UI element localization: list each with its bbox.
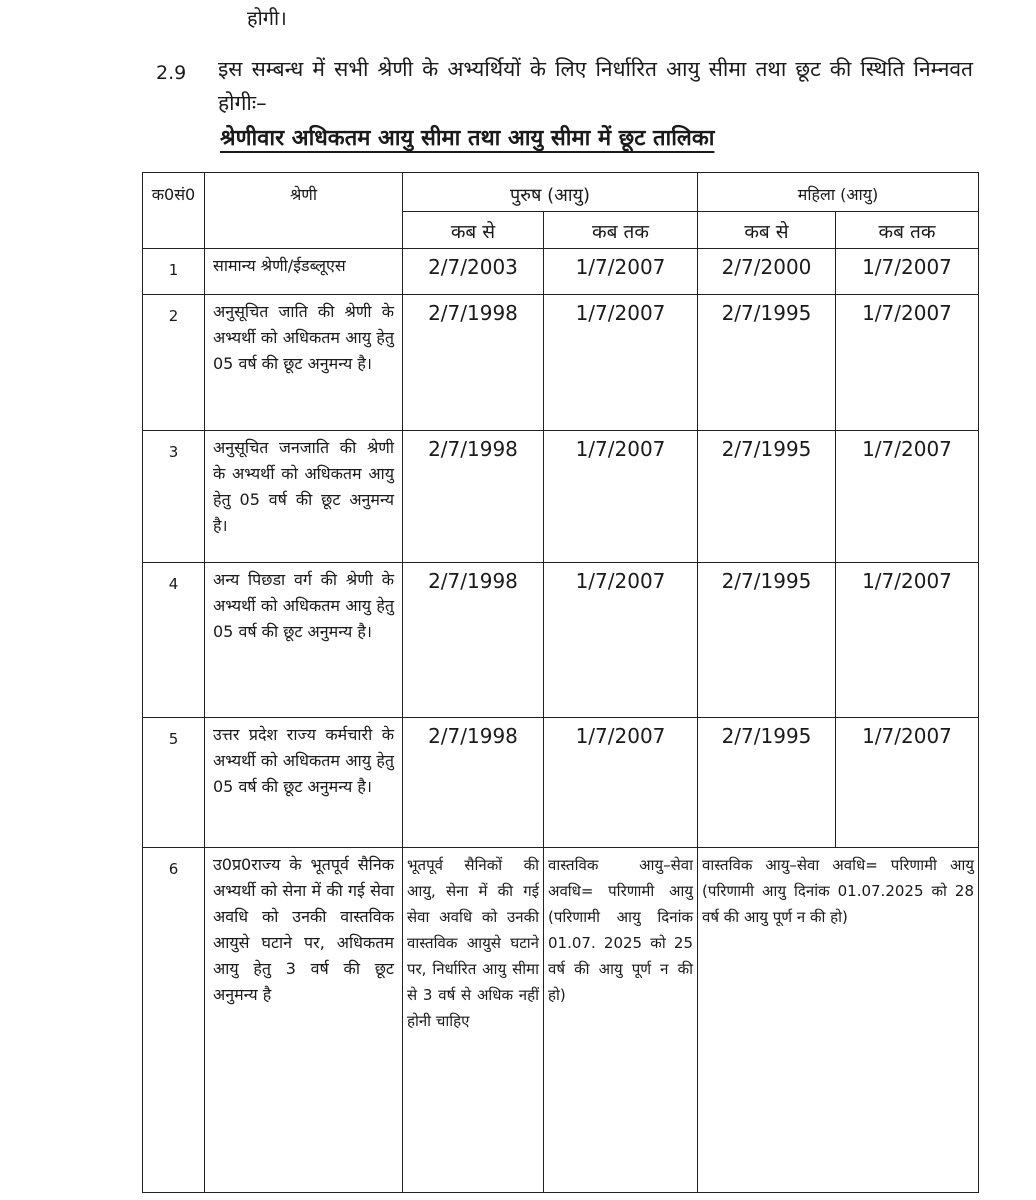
row-category: सामान्य श्रेणी/ईडब्लूएस — [205, 249, 403, 295]
row-male-to: 1/7/2007 — [544, 563, 698, 718]
header-category: श्रेणी — [205, 173, 403, 249]
header-row — [143, 173, 979, 212]
row-male-note-1: भूतपूर्व सैनिकों की आयु, सेना में की गई सेवा अवधि को उनकी वास्तविक आयुसे घटाने पर, निर्धारित आयु सीमा से 3 वर्ष से अधिक नहीं होनी चाहिए — [403, 848, 544, 1193]
table-row — [143, 295, 979, 431]
header-female-from: कब से — [698, 212, 836, 249]
row-female-from: 2/7/1995 — [698, 718, 836, 848]
row-male-to: 1/7/2007 — [544, 718, 698, 848]
header-male-to: कब तक — [544, 212, 698, 249]
row-serial: 2 — [143, 295, 205, 431]
row-category: अन्य पिछडा वर्ग की श्रेणी के अभ्यर्थी को अधिकतम आयु हेतु 05 वर्ष की छूट अनुमन्य है। — [205, 563, 403, 718]
table-row — [143, 563, 979, 718]
row-serial: 5 — [143, 718, 205, 848]
row-category: उ0प्र0राज्य के भूतपूर्व सैनिक अभ्यर्थी को सेना में की गई सेवा अवधि को उनकी वास्तविक आयुसे घटाने पर, अधिकतम आयु हेतु 3 वर्ष की छूट अनुमन्य है — [205, 848, 403, 1193]
age-limit-table — [142, 172, 979, 1193]
row-female-to: 1/7/2007 — [836, 431, 979, 563]
row-male-from: 2/7/1998 — [403, 718, 544, 848]
row-female-to: 1/7/2007 — [836, 563, 979, 718]
row-male-from: 2/7/1998 — [403, 563, 544, 718]
row-male-from: 2/7/1998 — [403, 431, 544, 563]
row-male-from: 2/7/1998 — [403, 295, 544, 431]
row-female-note: वास्तविक आयु–सेवा अवधि= परिणामी आयु (परिणामी आयु दिनांक 01.07.2025 को 28 वर्ष की आयु पूर्ण न की हो) — [698, 848, 979, 1193]
row-female-from: 2/7/1995 — [698, 431, 836, 563]
row-male-note-2: वास्तविक आयु–सेवा अवधि= परिणामी आयु (परिणामी आयु दिनांक 01.07. 2025 को 25 वर्ष की आयु पूर्ण न की हो) — [544, 848, 698, 1193]
row-serial: 6 — [143, 848, 205, 1193]
row-category: अनुसूचित जनजाति की श्रेणी के अभ्यर्थी को अधिकतम आयु हेतु 05 वर्ष की छूट अनुमन्य है। — [205, 431, 403, 563]
table-row — [143, 848, 979, 1193]
row-female-from: 2/7/2000 — [698, 249, 836, 295]
header-male-from: कब से — [403, 212, 544, 249]
row-male-to: 1/7/2007 — [544, 249, 698, 295]
clause-number: 2.9 — [156, 62, 187, 84]
clause-text: इस सम्बन्ध में सभी श्रेणी के अभ्यर्थियों के लिए निर्धारित आयु सीमा तथा छूट की स्थिति निम्नवत होगीः– — [218, 57, 973, 115]
header-male: पुरुष (आयु) — [403, 173, 698, 212]
row-male-from: 2/7/2003 — [403, 249, 544, 295]
row-female-to: 1/7/2007 — [836, 249, 979, 295]
row-male-to: 1/7/2007 — [544, 295, 698, 431]
row-serial: 3 — [143, 431, 205, 563]
row-male-to: 1/7/2007 — [544, 431, 698, 563]
table-title: श्रेणीवार अधिकतम आयु सीमा तथा आयु सीमा में छूट तालिका — [220, 126, 715, 151]
row-serial: 4 — [143, 563, 205, 718]
table-row — [143, 249, 979, 295]
header-female-to: कब तक — [836, 212, 979, 249]
row-serial: 1 — [143, 249, 205, 295]
row-female-from: 2/7/1995 — [698, 295, 836, 431]
row-category: उत्तर प्रदेश राज्य कर्मचारी के अभ्यर्थी को अधिकतम आयु हेतु 05 वर्ष की छूट अनुमन्य है। — [205, 718, 403, 848]
header-serial: क0सं0 — [143, 173, 205, 249]
row-female-to: 1/7/2007 — [836, 295, 979, 431]
table-row — [143, 718, 979, 848]
continuation-text: होगी। — [247, 6, 287, 30]
row-category: अनुसूचित जाति की श्रेणी के अभ्यर्थी को अधिकतम आयु हेतु 05 वर्ष की छूट अनुमन्य है। — [205, 295, 403, 431]
table-row — [143, 431, 979, 563]
row-female-to: 1/7/2007 — [836, 718, 979, 848]
header-female: महिला (आयु) — [698, 173, 979, 212]
row-female-from: 2/7/1995 — [698, 563, 836, 718]
